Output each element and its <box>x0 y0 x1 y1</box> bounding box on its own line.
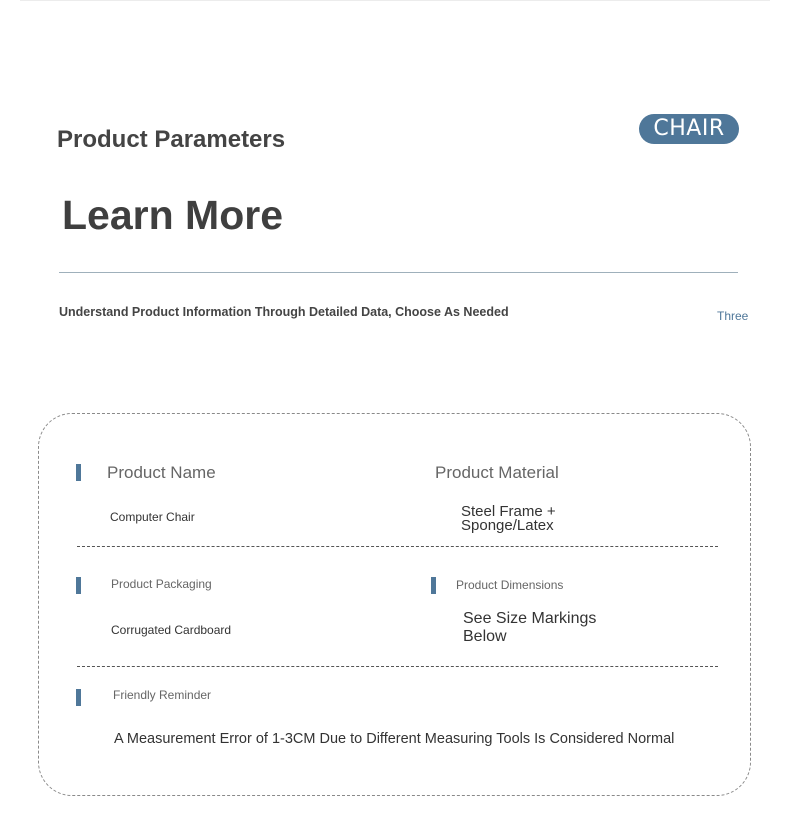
product-packaging-value: Corrugated Cardboard <box>111 623 232 637</box>
section-description: Understand Product Information Through Detailed Data, Choose As Needed <box>59 305 509 319</box>
row-divider <box>77 546 718 547</box>
product-dimensions-value-line2: Below <box>463 628 507 645</box>
product-packaging-label: Product Packaging <box>111 577 212 591</box>
product-dimensions-value <box>463 610 596 646</box>
header-divider <box>59 272 738 273</box>
top-rule <box>20 0 770 1</box>
section-title: Product Parameters <box>57 126 286 153</box>
friendly-reminder-text: A Measurement Error of 1-3CM Due to Different Measuring Tools Is Considered Normal <box>114 731 675 747</box>
friendly-reminder-label: Friendly Reminder <box>113 688 212 702</box>
product-material-label: Product Material <box>435 463 559 482</box>
product-material-value-line1: Steel Frame + <box>461 503 556 520</box>
product-dimensions-value-line1: See Size Markings <box>463 610 597 627</box>
headline: Learn More <box>62 192 283 238</box>
name-marker <box>76 464 81 481</box>
product-dimensions-label: Product Dimensions <box>456 578 564 592</box>
product-material-value <box>461 505 556 533</box>
product-name-label: Product Name <box>107 463 216 482</box>
category-badge: CHAIR <box>639 114 739 144</box>
packaging-marker <box>76 577 81 594</box>
reminder-marker <box>76 689 81 706</box>
section-index: Three <box>717 309 749 323</box>
dimensions-marker <box>431 577 436 594</box>
row-divider <box>77 666 718 667</box>
product-name-value: Computer Chair <box>110 510 195 524</box>
product-material-value-line2: Sponge/Latex <box>461 517 554 534</box>
